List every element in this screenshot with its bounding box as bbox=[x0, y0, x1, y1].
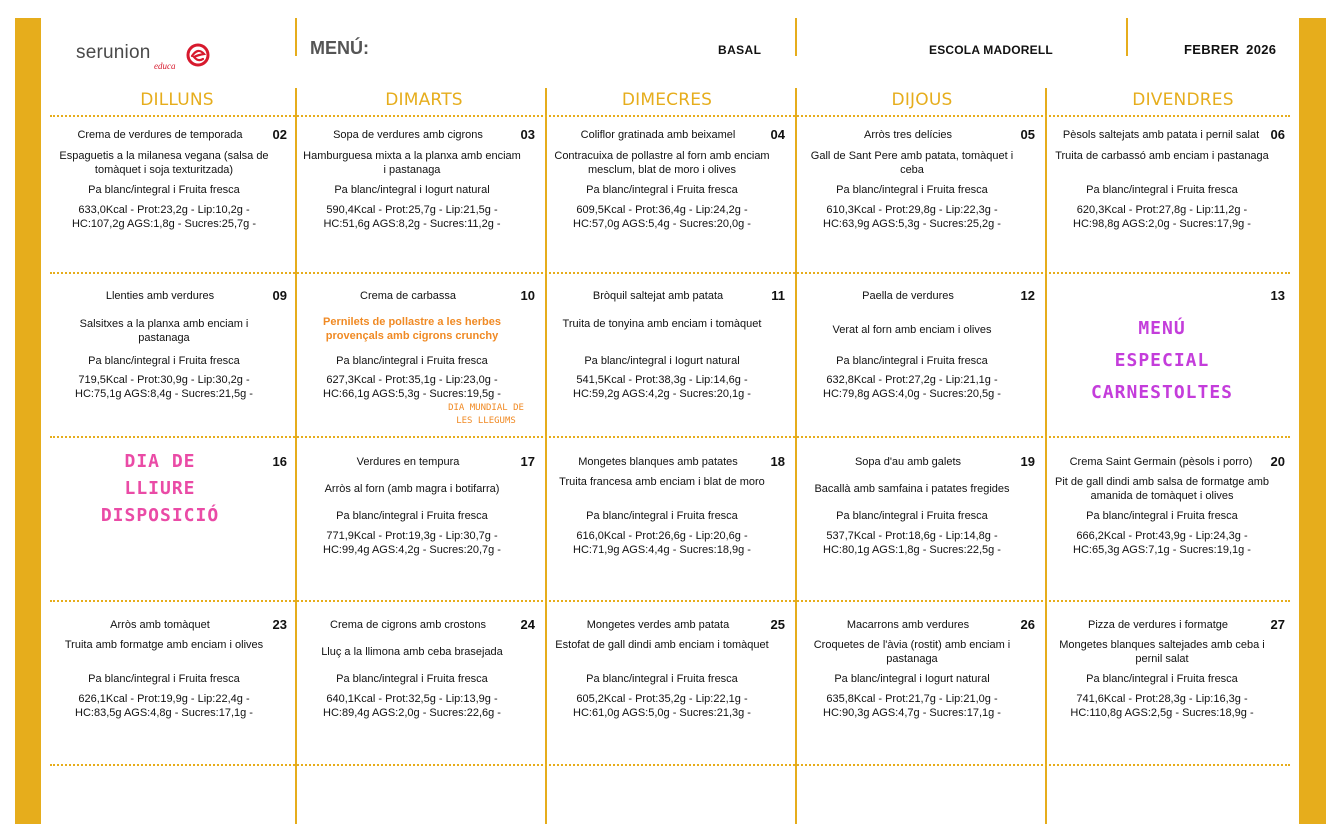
bread-dessert: Pa blanc/integral i Fruita fresca bbox=[88, 673, 240, 685]
day-header-friday: DIVENDRES bbox=[1132, 90, 1234, 110]
second-course: Truita francesa amb enciam i blat de moro bbox=[559, 476, 765, 488]
bread-dessert: Pa blanc/integral i Iogurt natural bbox=[334, 184, 490, 196]
bread-dessert: Pa blanc/integral i Iogurt natural bbox=[584, 355, 740, 367]
day-number: 25 bbox=[770, 617, 785, 632]
bread-dessert: Pa blanc/integral i Fruita fresca bbox=[586, 673, 738, 685]
first-course: Sopa de verdures amb cigrons bbox=[333, 129, 483, 141]
nutrition-info: 605,2Kcal - Prot:35,2g - Lip:22,1g - HC:61,0g AGS:5,0g - Sucres:21,3g - bbox=[573, 693, 751, 719]
second-course: Verat al forn amb enciam i olives bbox=[832, 324, 992, 336]
column-divider bbox=[795, 88, 797, 824]
day-number: 27 bbox=[1270, 617, 1285, 632]
header-divider bbox=[1126, 18, 1128, 56]
day-number: 13 bbox=[1270, 288, 1285, 303]
second-course: Salsitxes a la planxa amb enciam i pastanaga bbox=[79, 318, 249, 344]
day-number: 23 bbox=[272, 617, 287, 632]
nutrition-info: 640,1Kcal - Prot:32,5g - Lip:13,9g - HC:89,4g AGS:2,0g - Sucres:22,6g - bbox=[323, 693, 501, 719]
right-accent-bar bbox=[1299, 18, 1326, 824]
nutrition-info: 632,8Kcal - Prot:27,2g - Lip:21,1g - HC:79,8g AGS:4,0g - Sucres:20,5g - bbox=[823, 374, 1001, 400]
nutrition-info: 616,0Kcal - Prot:26,6g - Lip:20,6g - HC:71,9g AGS:4,4g - Sucres:18,9g - bbox=[573, 530, 751, 556]
second-course: Truita amb formatge amb enciam i olives bbox=[64, 639, 264, 651]
day-number: 26 bbox=[1020, 617, 1035, 632]
bread-dessert: Pa blanc/integral i Fruita fresca bbox=[836, 184, 988, 196]
first-course: Crema Saint Germain (pèsols i porro) bbox=[1069, 456, 1253, 468]
row-separator bbox=[50, 115, 1290, 117]
nutrition-info: 635,8Kcal - Prot:21,7g - Lip:21,0g - HC:90,3g AGS:4,7g - Sucres:17,1g - bbox=[823, 693, 1001, 719]
column-divider bbox=[295, 88, 297, 824]
day-number: 12 bbox=[1020, 288, 1035, 303]
special-line: ESPECIAL bbox=[1114, 350, 1210, 371]
second-course: Croquetes de l'àvia (rostit) amb enciam i pastanaga bbox=[813, 639, 1011, 665]
row-separator bbox=[50, 436, 1290, 438]
first-course: Sopa d'au amb galets bbox=[854, 456, 962, 468]
header-divider bbox=[795, 18, 797, 56]
second-course: Bacallà amb samfaina i patates fregides bbox=[814, 483, 1010, 495]
special-carnival-menu bbox=[1053, 313, 1271, 409]
row-separator bbox=[50, 600, 1290, 602]
column-divider bbox=[545, 88, 547, 824]
second-course: Arròs al forn (amb magra i botifarra) bbox=[324, 483, 500, 495]
second-course: Pernilets de pollastre a les herbes provençals amb cigrons crunchy bbox=[323, 316, 501, 342]
left-accent-bar bbox=[15, 18, 41, 824]
row-separator bbox=[50, 764, 1290, 766]
first-course: Mongetes blanques amb patates bbox=[578, 456, 738, 468]
bread-dessert: Pa blanc/integral i Fruita fresca bbox=[88, 184, 240, 196]
day-number: 06 bbox=[1270, 127, 1285, 142]
bread-dessert: Pa blanc/integral i Fruita fresca bbox=[336, 673, 488, 685]
second-course: Truita de carbassó amb enciam i pastanaga bbox=[1055, 150, 1269, 162]
bread-dessert: Pa blanc/integral i Fruita fresca bbox=[336, 355, 488, 367]
first-course: Crema de verdures de temporada bbox=[77, 129, 243, 141]
serunion-logo bbox=[76, 42, 216, 72]
day-number: 02 bbox=[272, 127, 287, 142]
special-line: DIA DE bbox=[124, 451, 196, 472]
first-course: Mongetes verdes amb patata bbox=[586, 619, 730, 631]
logo-subtitle: educa bbox=[154, 61, 176, 71]
nutrition-info: 666,2Kcal - Prot:43,9g - Lip:24,3g - HC:65,3g AGS:7,1g - Sucres:19,1g - bbox=[1073, 530, 1251, 556]
day-number: 11 bbox=[771, 288, 785, 303]
day-header-wednesday: DIMECRES bbox=[621, 90, 713, 110]
nutrition-info: 609,5Kcal - Prot:36,4g - Lip:24,2g - HC:57,0g AGS:5,4g - Sucres:20,0g - bbox=[573, 204, 751, 230]
row-separator bbox=[50, 272, 1290, 274]
day-number: 24 bbox=[520, 617, 535, 632]
nutrition-info: 719,5Kcal - Prot:30,9g - Lip:30,2g - HC:75,1g AGS:8,4g - Sucres:21,5g - bbox=[75, 374, 253, 400]
nutrition-info: 741,6Kcal - Prot:28,3g - Lip:16,3g - HC:110,8g AGS:2,5g - Sucres:18,9g - bbox=[1070, 693, 1254, 719]
day-number: 20 bbox=[1270, 454, 1285, 469]
second-course: Gall de Sant Pere amb patata, tomàquet i ceba bbox=[810, 150, 1014, 176]
day-number: 18 bbox=[770, 454, 785, 469]
first-course: Crema de carbassa bbox=[360, 290, 456, 302]
bread-dessert: Pa blanc/integral i Fruita fresca bbox=[1086, 510, 1238, 522]
first-course: Macarrons amb verdures bbox=[846, 619, 970, 631]
day-number: 09 bbox=[272, 288, 287, 303]
second-course: Truita de tonyina amb enciam i tomàquet bbox=[562, 318, 762, 330]
second-course: Espaguetis a la milanesa vegana (salsa de tomàquet i soja texturitzada) bbox=[59, 150, 269, 176]
day-number: 17 bbox=[520, 454, 535, 469]
day-header-thursday: DIJOUS bbox=[891, 90, 953, 110]
day-number: 19 bbox=[1020, 454, 1035, 469]
special-line: LLIURE bbox=[124, 478, 196, 499]
special-line: MENÚ bbox=[1138, 318, 1186, 339]
bread-dessert: Pa blanc/integral i Fruita fresca bbox=[1086, 184, 1238, 196]
first-course: Coliflor gratinada amb beixamel bbox=[580, 129, 736, 141]
first-course: Crema de cigrons amb crostons bbox=[330, 619, 486, 631]
first-course: Verdures en tempura bbox=[356, 456, 460, 468]
diet-type: BASAL bbox=[718, 43, 762, 57]
bread-dessert: Pa blanc/integral i Fruita fresca bbox=[836, 355, 988, 367]
nutrition-info: 610,3Kcal - Prot:29,8g - Lip:22,3g - HC:63,9g AGS:5,3g - Sucres:25,2g - bbox=[823, 204, 1001, 230]
legumes-day-note: DIA MUNDIAL DE LES LLEGUMS bbox=[448, 403, 524, 426]
second-course: Lluç a la llimona amb ceba brasejada bbox=[321, 646, 503, 658]
nutrition-info: 626,1Kcal - Prot:19,9g - Lip:22,4g - HC:83,5g AGS:4,8g - Sucres:17,1g - bbox=[75, 693, 253, 719]
first-course: Llenties amb verdures bbox=[105, 290, 215, 302]
school-name: ESCOLA MADORELL bbox=[929, 43, 1053, 57]
logo-swirl-icon bbox=[186, 43, 210, 67]
first-course: Pèsols saltejats amb patata i pernil salat bbox=[1062, 129, 1260, 141]
day-number: 16 bbox=[272, 454, 287, 469]
bread-dessert: Pa blanc/integral i Fruita fresca bbox=[336, 510, 488, 522]
day-number: 03 bbox=[520, 127, 535, 142]
second-course: Contracuixa de pollastre al forn amb enciam mesclum, blat de moro i olives bbox=[554, 150, 770, 176]
bread-dessert: Pa blanc/integral i Fruita fresca bbox=[88, 355, 240, 367]
bread-dessert: Pa blanc/integral i Iogurt natural bbox=[834, 673, 990, 685]
logo-wordmark: serunion bbox=[76, 42, 151, 63]
column-divider bbox=[1045, 88, 1047, 824]
nutrition-info: 627,3Kcal - Prot:35,1g - Lip:23,0g - HC:66,1g AGS:5,3g - Sucres:19,5g - bbox=[323, 374, 501, 400]
nutrition-info: 541,5Kcal - Prot:38,3g - Lip:14,6g - HC:59,2g AGS:4,2g - Sucres:20,1g - bbox=[573, 374, 751, 400]
nutrition-info: 633,0Kcal - Prot:23,2g - Lip:10,2g - HC:107,2g AGS:1,8g - Sucres:25,7g - bbox=[71, 204, 257, 230]
nutrition-info: 771,9Kcal - Prot:19,3g - Lip:30,7g - HC:99,4g AGS:4,2g - Sucres:20,7g - bbox=[323, 530, 501, 556]
free-day-notice bbox=[55, 448, 265, 529]
special-line: CARNESTOLTES bbox=[1090, 382, 1234, 403]
menu-label: MENÚ: bbox=[310, 38, 369, 58]
bread-dessert: Pa blanc/integral i Fruita fresca bbox=[1086, 673, 1238, 685]
second-course: Pit de gall dindi amb salsa de formatge amb amanida de tomàquet i olives bbox=[1054, 476, 1269, 502]
header-divider bbox=[295, 18, 297, 56]
second-course: Mongetes blanques saltejades amb ceba i pernil salat bbox=[1059, 639, 1265, 665]
first-course: Arròs amb tomàquet bbox=[110, 619, 210, 631]
day-number: 04 bbox=[770, 127, 785, 142]
nutrition-info: 620,3Kcal - Prot:27,8g - Lip:11,2g - HC:98,8g AGS:2,0g - Sucres:17,9g - bbox=[1073, 204, 1251, 230]
day-number: 10 bbox=[520, 288, 535, 303]
day-number: 05 bbox=[1020, 127, 1035, 142]
nutrition-info: 537,7Kcal - Prot:18,6g - Lip:14,8g - HC:80,1g AGS:1,8g - Sucres:22,5g - bbox=[823, 530, 1001, 556]
nutrition-info: 590,4Kcal - Prot:25,7g - Lip:21,5g - HC:51,6g AGS:8,2g - Sucres:11,2g - bbox=[323, 204, 501, 230]
second-course: Hamburguesa mixta a la planxa amb enciam i pastanaga bbox=[303, 150, 521, 176]
bread-dessert: Pa blanc/integral i Fruita fresca bbox=[586, 510, 738, 522]
first-course: Pizza de verdures i formatge bbox=[1087, 619, 1228, 631]
first-course: Bròquil saltejat amb patata bbox=[592, 290, 724, 302]
second-course: Estofat de gall dindi amb enciam i tomàquet bbox=[555, 639, 769, 651]
first-course: Paella de verdures bbox=[862, 290, 954, 302]
menu-period: FEBRER 2026 bbox=[1184, 42, 1277, 57]
bread-dessert: Pa blanc/integral i Fruita fresca bbox=[586, 184, 738, 196]
day-header-tuesday: DIMARTS bbox=[385, 90, 463, 110]
bread-dessert: Pa blanc/integral i Fruita fresca bbox=[836, 510, 988, 522]
day-header-monday: DILLUNS bbox=[140, 90, 214, 110]
special-line: DISPOSICIÓ bbox=[100, 505, 220, 526]
first-course: Arròs tres delícies bbox=[863, 129, 953, 141]
